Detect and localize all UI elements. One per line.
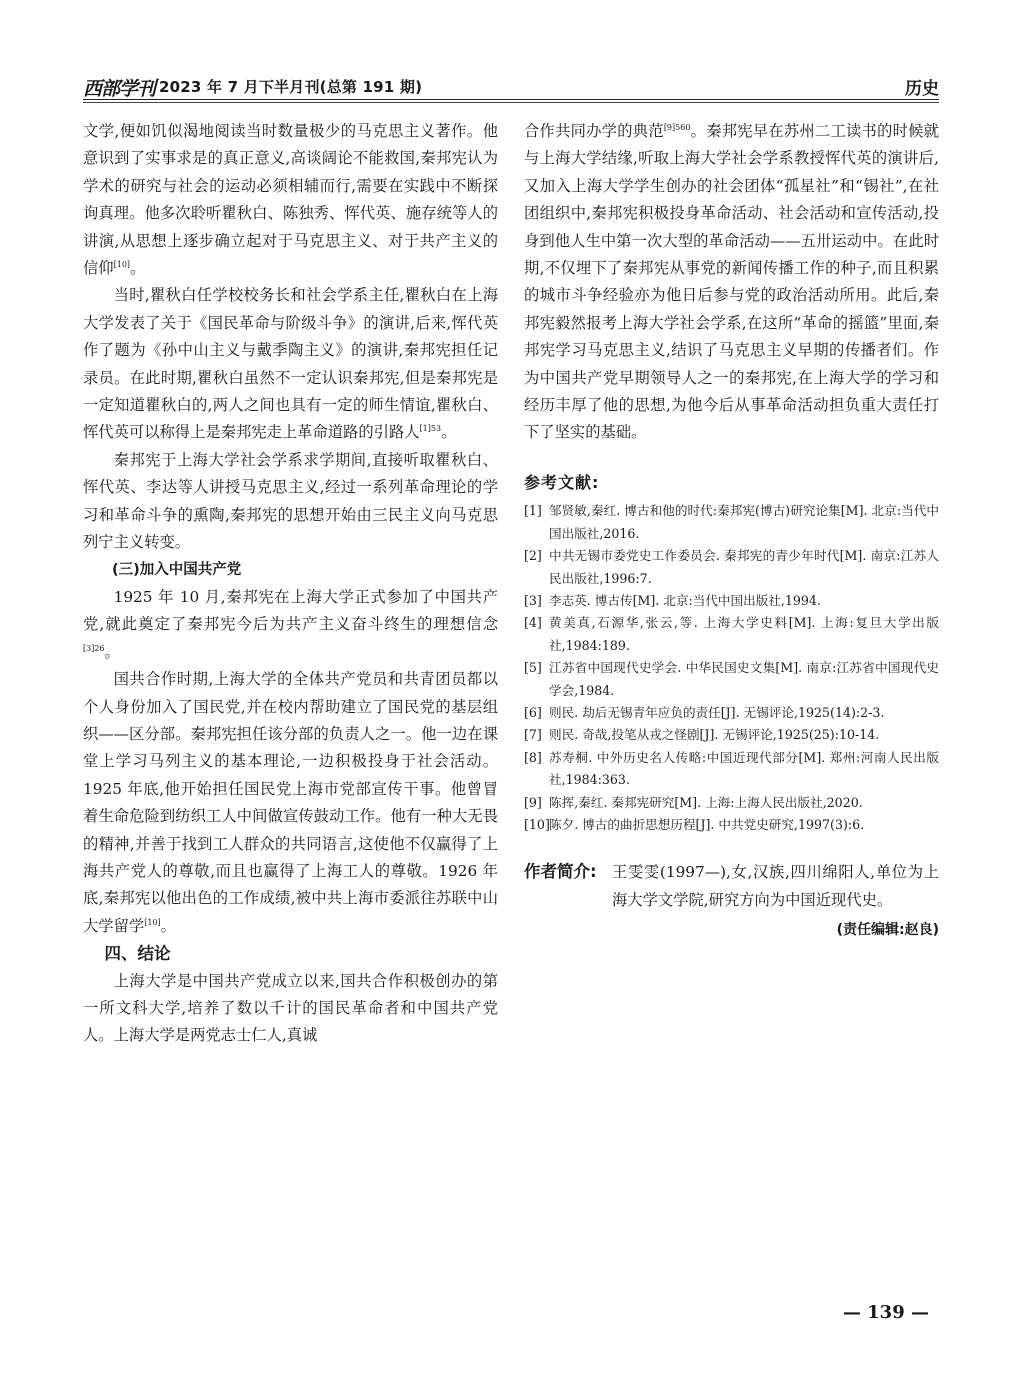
page-number: — 139 — [842,1302,929,1323]
reference-text: 邹贤敏,秦红. 博古和他的时代:秦邦宪(博古)研究论集[M]. 北京:当代中国出版社,2016. [549,503,939,541]
reference-text: 黄美真,石源华,张云,等. 上海大学史料[M]. 上海:复旦大学出版社,1984:189. [549,615,939,653]
header-rule-thin [83,102,939,103]
reference-number: [9] [524,794,542,810]
reference-item [524,657,939,702]
reference-text: 江苏省中国现代史学会. 中华民国史文集[M]. 南京:江苏省中国现代史学会,1984. [549,660,939,698]
reference-text: 则民. 奇哉,投笔从戎之怪剧[J]. 无锡评论,1925(25):10-14. [549,727,880,743]
reference-text: 中共无锡市委党史工作委员会. 秦邦宪的青少年时代[M]. 南京:江苏人民出版社,1996:7. [549,548,939,586]
reference-number: [4] [524,615,542,631]
citation: [9]560 [663,122,691,132]
subsection-heading: (三)加入中国共产党 [112,561,242,578]
paragraph: 国共合作时期,上海大学的全体共产党员和共青团员都以个人身份加入了国民党,并在校内帮助建立了国民党的基层组织——区分部。秦邦宪担任该分部的负责人之一。他一边在课堂上学习马列主义的基本理论,一边积极投身于社会活动。1925 年底,他开始担任国民党上海市党部宣传干事。他曾冒着生命危险到纺织工人中间做宣传鼓动工作。他有一种大无畏的精神,并善于找到工人群众的共同语言,这使他不仅赢得了上海共产党人的尊敬,而且也赢得了上海工人的尊敬。1926 年底,秦邦宪以他出色的工作成绩,被中共上海市委派往苏联中山大学留学[10]。 [83,670,498,935]
reference-item [524,500,939,545]
paragraph: 1925 年 10 月,秦邦宪在上海大学正式参加了中国共产党,就此奠定了秦邦宪今后为共产主义奋斗终生的理想信念$^{[3]26}$。 [83,587,498,661]
section-heading: 四、结论 [104,944,171,964]
left-column [83,118,498,1050]
reference-number: [1] [524,503,542,519]
right-column [524,118,939,945]
paragraph: 文学,便如饥似渴地阅读当时数量极少的马克思主义著作。他意识到了实事求是的真正意义,高谈阔论不能救国,秦邦宪认为学术的研究与社会的运动必须相辅而行,需要在实践中不断探询真理。他多次聆听瞿秋白、陈独秀、恽代英、施存统等人的讲演,从思想上逐步确立起对于马克思主义、对于共产主义的信仰[10]。 [83,122,498,278]
issue-info: 2023 年 7 月下半月刊(总第 191 期) [159,78,423,96]
reference-item [524,814,939,836]
paragraph: 上海大学是中国共产党成立以来,国共合作积极创办的第一所文科大学,培养了数以千计的国民革命者和中国共产党人。上海大学是两党志士仁人,真诚 [83,971,498,1045]
section-name: 历史 [905,79,939,99]
author-bio [524,858,939,914]
reference-number: [2] [524,548,542,564]
reference-item [524,747,939,792]
journal-logo: 西部学刊 [83,78,156,100]
paragraph: 合作共同办学的典范$^{[9]560}$。秦邦宪早在苏州二工读书的时候就与上海大学结缘,听取上海大学社会学系教授恽代英的演讲后,又加入上海大学学生创办的社会团体“孤星社”和“锡社”,在社团组织中,秦邦宪积极投身革命活动、社会活动和宣传活动,投身到他人生中第一次大型的革命活动——五卅运动中。在此时期,不仅埋下了秦邦宪从事党的新闻传播工作的种子,而且积累的城市斗争经验亦为他日后参与党的政治活动所用。此后,秦邦宪毅然报考上海大学社会学系,在这所“革命的摇篮”里面,秦邦宪学习马克思主义,结识了马克思主义早期的传播者们。作为中国共产党早期领导人之一的秦邦宪,在上海大学的学习和经历丰厚了他的思想,为他今后从事革命活动担负重大责任打下了坚实的基础。 [524,122,939,442]
reference-number: [6] [524,704,542,720]
reference-text: 陈挥,秦红. 秦邦宪研究[M]. 上海:上海人民出版社,2020. [549,794,863,810]
reference-number: [5] [524,660,542,676]
author-text: 王雯雯(1997—),女,汉族,四川绵阳人,单位为上海大学文学院,研究方向为中国近现代史。 [612,863,939,910]
reference-text: 陈夕. 博古的曲折思想历程[J]. 中共党史研究,1997(3):6. [549,816,865,832]
header-rule [83,99,939,100]
reference-item [524,545,939,590]
paragraph: 秦邦宪于上海大学社会学系求学期间,直接听取瞿秋白、恽代英、李达等人讲授马克思主义,经过一系列革命理论的学习和革命斗争的熏陶,秦邦宪的思想开始由三民主义向马克思列宁主义转变。 [83,450,498,552]
reference-text: 李志英. 博古传[M]. 北京:当代中国出版社,1994. [549,592,821,608]
reference-text: 苏寿桐. 中外历史名人传略:中国近现代部分[M]. 郑州:河南人民出版社,1984:363. [549,749,939,788]
citation: [3]26 [83,643,105,653]
reference-list [524,500,939,836]
paragraph: 当时,瞿秋白任学校校务长和社会学系主任,瞿秋白在上海大学发表了关于《国民革命与阶级斗争》的演讲,后来,恽代英作了题为《孙中山主义与戴季陶主义》的演讲,秦邦宪担任记录员。在此时期,瞿秋白虽然不一定认识秦邦宪,但是秦邦宪是一定知道瞿秋白的,两人之间也具有一定的师生情谊,瞿秋白、恽代英可以称得上是秦邦宪走上革命道路的引路人$^{[1]53}$。 [83,286,498,442]
reference-item [524,702,939,724]
running-header [83,70,939,100]
reference-item [524,612,939,657]
reference-number: [3] [524,592,542,608]
reference-item [524,724,939,746]
citation: [10] [144,917,161,927]
references-title: 参考文献: [524,472,600,492]
citation: [1]53 [419,424,442,434]
editor-note: (责任编辑:赵良) [836,922,939,939]
author-label: 作者简介: [524,862,597,882]
citation: [10] [113,259,131,269]
reference-item [524,792,939,814]
reference-number: [7] [524,727,542,743]
reference-item [524,590,939,612]
reference-text: 则民. 劫后无锡青年应负的责任[J]. 无锡评论,1925(14):2-3. [549,704,885,720]
reference-number: [8] [524,749,542,765]
reference-number: [10] [524,816,550,832]
